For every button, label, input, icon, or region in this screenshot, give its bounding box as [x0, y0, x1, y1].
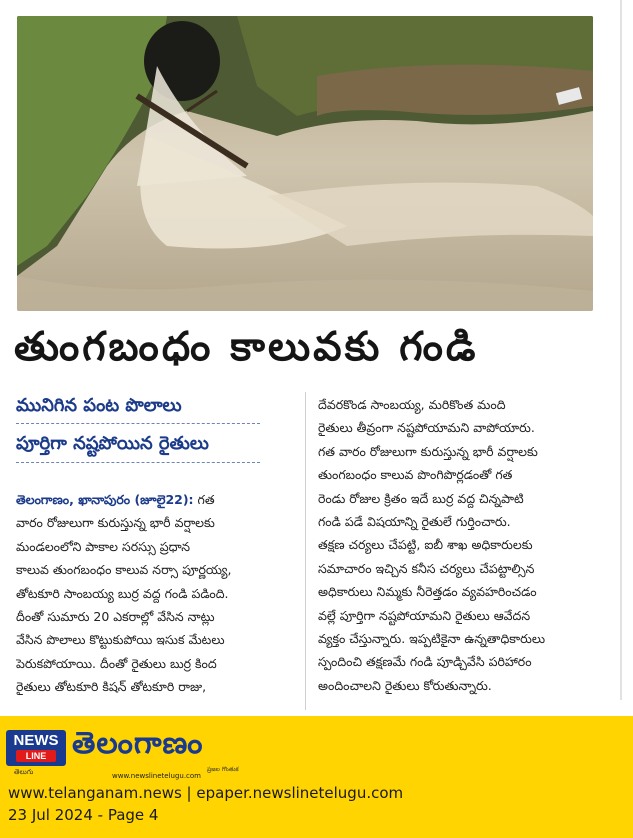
column-line: తోటకూరి సాంబయ్య బుర్ర వద్ద గండి పడింది. [16, 585, 229, 601]
logo-telugu-text: తెలుగు [14, 768, 34, 776]
column-line: తుంగబంధం కాలువ పొంగిపొర్లడంతో గత [318, 467, 513, 483]
column-line: వేసిన పొలాలు కొట్టుకుపోయి ఇసుక మేటలు [16, 632, 225, 648]
column-line: రెండు రోజుల క్రితం ఇదే బుర్ర వద్ద చిన్నపాటి [318, 490, 524, 506]
column-line: దీంతో సుమారు 20 ఎకరాల్లో వేసిన నాట్లు [16, 608, 215, 624]
footer-site-links[interactable]: www.telanganam.news | epaper.newslinetelugu.com [8, 784, 404, 802]
column-line: రైతులు తీవ్రంగా నష్టపోయామని వాపోయారు. [318, 420, 535, 436]
column-line: స్పందించి తక్షణమే గండి పూడ్చివేసి పరిహారం [318, 654, 532, 670]
article-column-right [318, 393, 598, 697]
brand-name: తెలంగాణం [72, 726, 204, 761]
flood-water-illustration [17, 16, 593, 311]
page-edge [620, 0, 622, 700]
dateline: తెలంగాణం, ఖానాపురం (జూలై22): [16, 492, 194, 507]
column-line: అందించాలని రైతులు కోరుతున్నారు. [318, 677, 492, 693]
subheading-rule [16, 462, 260, 463]
logo-line-text: LINE [16, 750, 56, 762]
column-line [16, 488, 294, 511]
column-line: గత వారం రోజులుగా కురుస్తున్న భారీ వర్షాలకు [318, 443, 538, 459]
brand-tagline: ప్రజల గొంతుక [207, 766, 239, 773]
column-line: వ్యక్తం చేస్తున్నారు. ఇప్పటికైనా ఉన్నతాధికారులు [318, 630, 546, 646]
news-photo-flooded-canal [17, 16, 593, 311]
newsline-logo[interactable] [6, 730, 66, 766]
column-line: అధికారులు నిమ్మకు నీరెత్తడం వ్యవహరించడం [318, 584, 537, 600]
column-line-text: గత [197, 492, 215, 507]
column-line: మండలంలోని పాకాల సరస్సు ప్రధాన [16, 538, 191, 554]
footer-banner [0, 716, 633, 838]
column-line: దేవరకొండ సాంబయ్య, మరికొంత మంది [318, 397, 506, 412]
column-line: కాలువ తుంగబంధం కాలువ నర్సా పూర్ణయ్య, [16, 562, 232, 578]
column-line: వారం రోజులుగా కురుస్తున్న భారీ వర్షాలకు [16, 515, 215, 531]
subheading-1: మునిగిన పంట పొలాలు [16, 395, 182, 416]
column-line: సమాచారం ఇచ్చిన కనీస చర్యలు చేపట్టాల్సిన [318, 560, 535, 576]
column-line: వల్లే పూర్తిగా నష్టపోయామని రైతులు ఆవేదన [318, 607, 531, 623]
subheading-2: పూర్తిగా నష్టపోయిన రైతులు [16, 433, 209, 454]
column-line: రైతులు తోటకూరి కిషన్ తోటకూరి రాజు, [16, 679, 207, 695]
column-line: తక్షణ చర్యలు చేపట్టి, ఐబీ శాఖ అధికారులకు [318, 537, 533, 553]
article-column-left [16, 488, 294, 699]
brand-url[interactable]: www.newslinetelugu.com [112, 772, 201, 780]
footer-date-page: 23 Jul 2024 - Page 4 [8, 806, 159, 824]
subheading-rule [16, 423, 260, 424]
article-headline: తుంగబంధం కాలువకు గండి [14, 324, 479, 370]
column-line: గండి పడే విషయాన్ని రైతులే గుర్తించారు. [318, 513, 511, 529]
column-line: పెరుకపోయాయి. దీంతో రైతులు బుర్ర కింద [16, 655, 217, 671]
logo-news-text: NEWS [13, 732, 59, 749]
column-divider [305, 392, 306, 710]
